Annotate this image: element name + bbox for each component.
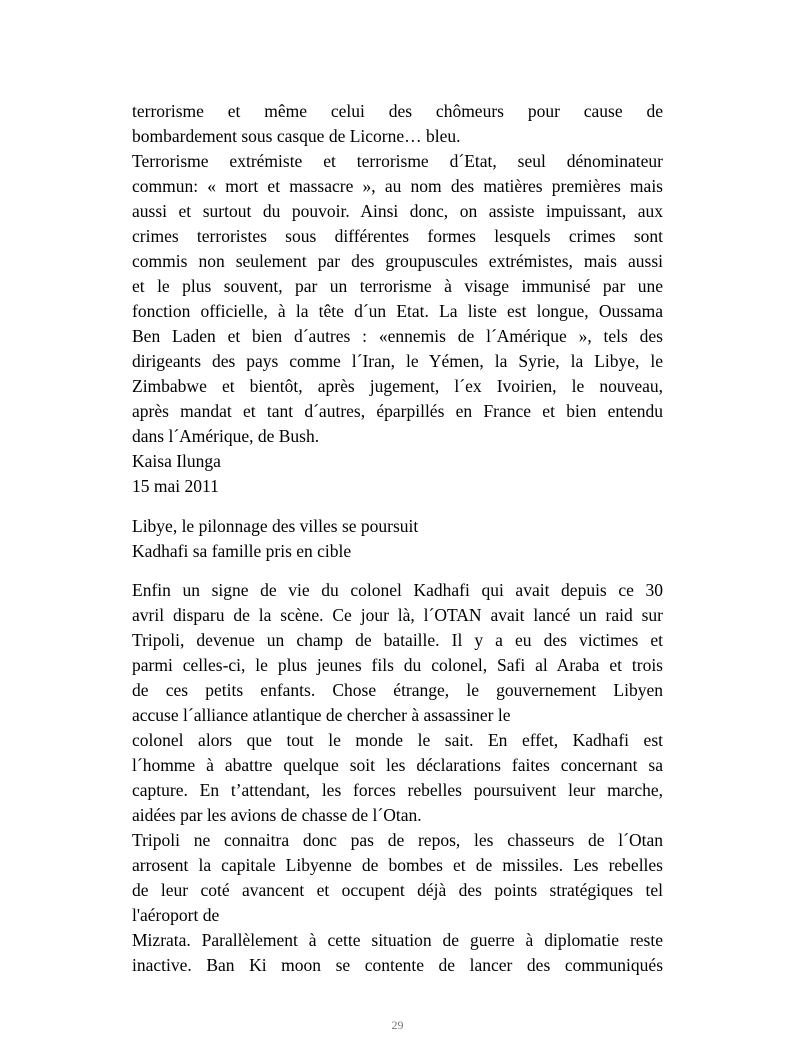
author-name: Kaisa Ilunga <box>132 451 221 471</box>
text-line: Zimbabwe et bientôt, après jugement, l´ex Ivoirien, le nouveau, <box>132 376 663 396</box>
text-line: crimes terroristes sous différentes formes lesquels crimes sont <box>132 226 663 246</box>
text-line: après mandat et tant d´autres, éparpillés en France et bien entendu <box>132 401 663 421</box>
text-line: de leur coté avancent et occupent déjà des points stratégiques tel <box>132 880 663 900</box>
text-line: de ces petits enfants. Chose étrange, le gouvernement Libyen <box>132 680 663 700</box>
text-line: l´homme à abattre quelque soit les déclarations faites concernant sa <box>132 755 663 775</box>
text-line: Tripoli ne connaitra donc pas de repos, les chasseurs de l´Otan <box>132 830 663 850</box>
text-line: Tripoli, devenue un champ de bataille. Il y a eu des victimes et <box>132 630 663 650</box>
text-line: l'aéroport de <box>132 905 220 925</box>
text-line: Enfin un signe de vie du colonel Kadhafi qui avait depuis ce 30 <box>132 580 663 600</box>
text-line: fonction officielle, à la tête d´un Etat. La liste est longue, Oussama <box>132 301 663 321</box>
text-line: Ben Laden et bien d´autres : «ennemis de l´Amérique », tels des <box>132 326 663 346</box>
article-title: Libye, le pilonnage des villes se poursuit <box>132 516 419 536</box>
text-line: aidées par les avions de chasse de l´Otan. <box>132 805 422 825</box>
text-line: bombardement sous casque de Licorne… bleu. <box>132 126 461 146</box>
text-line: commun: « mort et massacre », au nom des matières premières mais <box>132 176 663 196</box>
text-line: commis non seulement par des groupuscules extrémistes, mais aussi <box>132 251 663 271</box>
text-line: avril disparu de la scène. Ce jour là, l´OTAN avait lancé un raid sur <box>132 605 663 625</box>
text-line: colonel alors que tout le monde le sait. En effet, Kadhafi est <box>132 730 663 750</box>
text-line: capture. En t’attendant, les forces rebelles poursuivent leur marche, <box>132 780 663 800</box>
text-line: dans l´Amérique, de Bush. <box>132 426 320 446</box>
text-line: et le plus souvent, par un terrorisme à visage immunisé par une <box>132 276 663 296</box>
text-line: aussi et surtout du pouvoir. Ainsi donc, on assiste impuissant, aux <box>132 201 663 221</box>
text-line: arrosent la capitale Libyenne de bombes et de missiles. Les rebelles <box>132 855 663 875</box>
publication-date: 15 mai 2011 <box>132 476 219 496</box>
text-line: accuse l´alliance atlantique de chercher à assassiner le <box>132 705 511 725</box>
page-number: 29 <box>391 1018 404 1032</box>
article-subtitle: Kadhafi sa famille pris en cible <box>132 541 352 561</box>
text-line: Terrorisme extrémiste et terrorisme d´Etat, seul dénominateur <box>132 151 663 171</box>
text-line: inactive. Ban Ki moon se contente de lancer des communiqués <box>132 955 663 975</box>
text-line: Mizrata. Parallèlement à cette situation de guerre à diplomatie reste <box>132 930 663 950</box>
text-line: dirigeants des pays comme l´Iran, le Yémen, la Syrie, la Libye, le <box>132 351 663 371</box>
text-line: terrorisme et même celui des chômeurs pour cause de <box>132 101 663 121</box>
text-line: parmi celles-ci, le plus jeunes fils du colonel, Safi al Araba et trois <box>132 655 663 675</box>
